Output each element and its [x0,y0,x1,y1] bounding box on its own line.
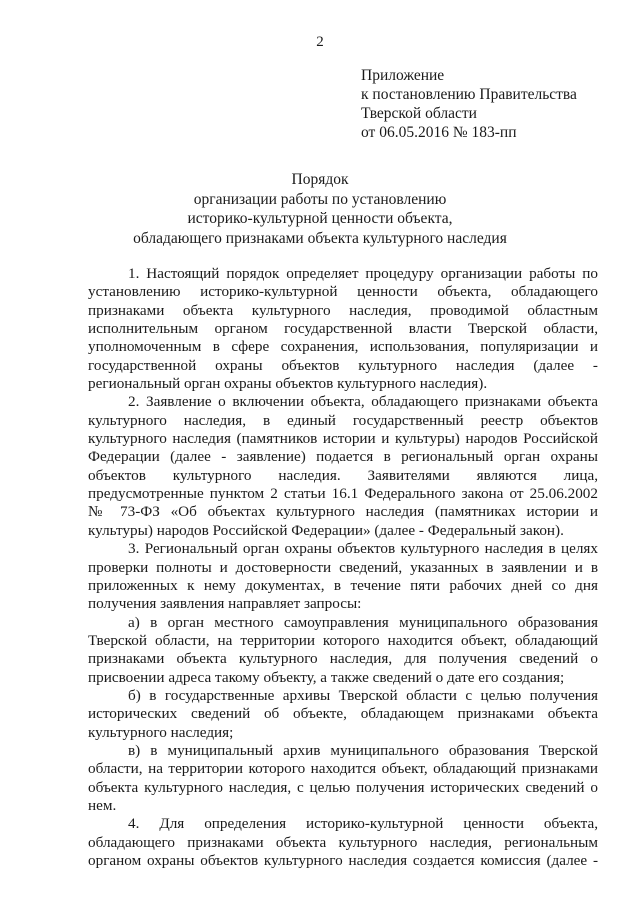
subitem-b [88,687,598,742]
subitem-a [88,614,598,687]
paragraph-2 [88,393,598,540]
text-line: 4. Для определения историко-культурной ценности объекта, [128,815,598,833]
text-line: признаками объекта культурного наследия, для получения сведений о [88,650,598,668]
subitem-c [88,742,598,815]
title-line: историко-культурной ценности объекта, [187,210,453,227]
appendix-line: Тверской области [361,105,477,122]
text-line: 2. Заявление о включении объекта, обладающего признаками объекта [128,393,598,411]
page-number: 2 [316,34,324,50]
text-line: исполнительным органом государственной власти Тверской области, [88,320,598,338]
title-line: организации работы по установлению [193,190,447,208]
text-line: культуры) народов Российской Федерации» (далее - Федеральный закон). [88,521,564,539]
text-line: культурного наследия (памятников истории и культуры) народов Российской [88,430,598,448]
text-line: в) в муниципальный архив муниципального образования Тверской [128,741,598,759]
text-line: культурного наследия, в единый государственный реестр объектов [88,411,598,429]
text-line: 3. Региональный орган охраны объектов культурного наследия в целях [128,540,598,558]
text-line: признаками объекта культурного наследия, проводимой областным [88,301,598,319]
appendix-line: Приложение [361,67,445,84]
text-line: региональный орган охраны объектов культурного наследия). [88,375,488,393]
text-line: Тверской области, на территории которого находится объект, обладающий [88,631,598,649]
paragraph-1 [88,265,598,393]
paragraph-4 [88,815,598,870]
text-line: нем. [88,796,117,814]
text-line: объектов культурного наследия. Заявителями являются лица, [88,466,598,484]
text-line: государственной охраны объектов культурного наследия (далее - [88,356,598,374]
text-line: присвоении адреса такому объекту, а также сведений о дате его создания; [88,668,565,686]
title-line: обладающего признаками объекта культурного наследия [133,229,507,247]
appendix-block [361,66,577,142]
text-line: Федерации (далее - заявление) подается в региональный орган охраны [88,448,598,466]
text-line: 1. Настоящий порядок определяет процедуру организации работы по [128,265,598,282]
appendix-line: от 06.05.2016 № 183-пп [361,124,517,141]
document-body [88,265,598,870]
text-line: б) в государственные архивы Тверской области с целью получения [128,686,598,704]
appendix-line: к постановлению Правительства [361,86,577,103]
text-line: № 73-ФЗ «Об объектах культурного наследия (памятниках истории и [88,503,598,521]
text-line: установлению историко-культурной ценности объекта, обладающего [88,283,598,301]
text-line: области, на территории которого находится объект, обладающий признаками [88,760,598,778]
text-line: получения заявления направляет запросы: [88,595,362,613]
text-line: обладающего признаками объекта культурного наследия, региональным [88,833,598,851]
text-line: культурного наследия; [88,723,234,741]
text-line: уполномоченным в сфере сохранения, использования, популяризации и [88,338,598,356]
text-line: объекта культурного наследия, с целью получения исторических сведений о [88,778,598,796]
paragraph-3 [88,540,598,613]
text-line: приложенных к нему документах, в течение пяти рабочих дней со дня [88,576,598,594]
text-line: проверки полноты и достоверности сведений, указанных в заявлении и в [88,558,598,576]
text-line: предусмотренные пунктом 2 статьи 16.1 Федерального закона от 25.06.2002 [88,485,598,503]
text-line: органом охраны объектов культурного наследия создается комиссия (далее - [88,852,598,869]
text-line: исторических сведений об объекте, обладающем признаками объекта [88,705,598,723]
text-line: а) в орган местного самоуправления муниципального образования [128,613,598,631]
document-title [0,170,640,248]
title-line: Порядок [291,171,349,188]
